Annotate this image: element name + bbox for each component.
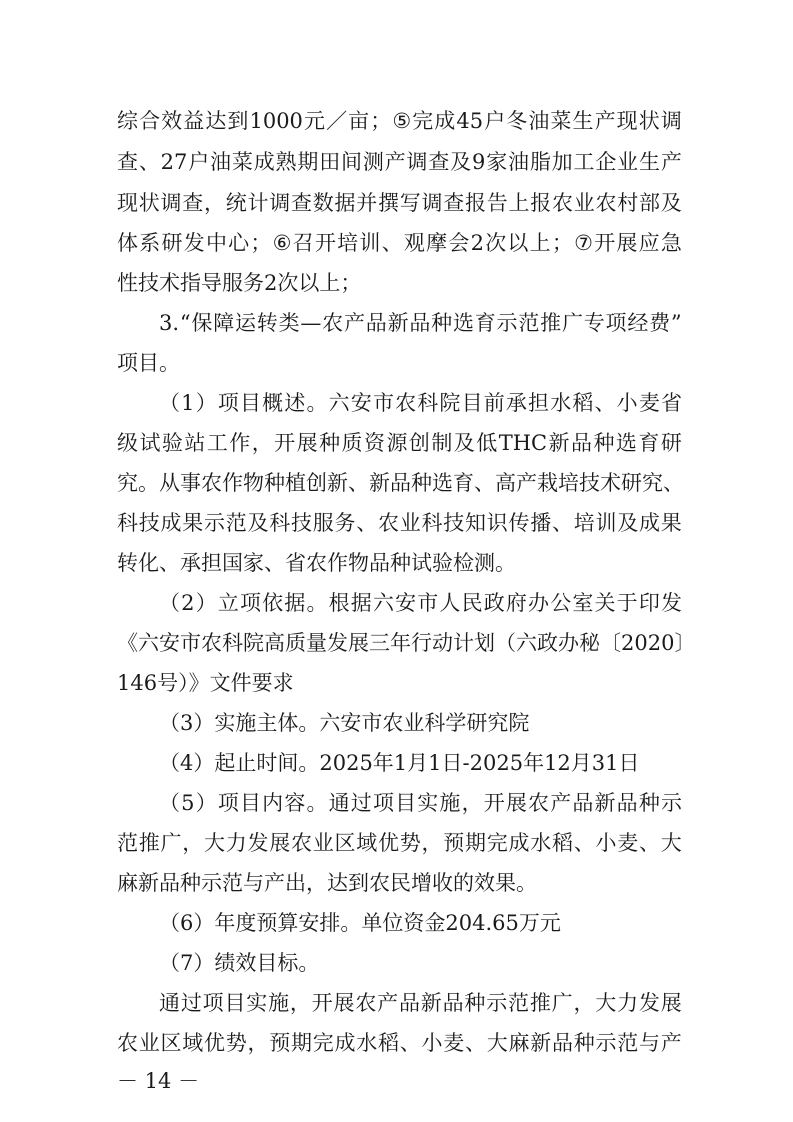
body-text-line: 查 、 27 户 油 菜 成 熟 期 田 间 测 产 调 查 及 9 家 油 脂 加 工 企 业 生 产 [117,150,682,174]
body-text-line: 级 试 验 站 工 作 ， 开 展 种 质 资 源 创 制 及 低 THC 新 品 种 选 育 研 [117,431,682,455]
body-text-line: 《 六 安 市 农 科 院 高 质 量 发 展 三 年 行 动 计 划 （ 六 政 办 秘 〔 2020 〕 [117,631,696,655]
body-text-line: 科 技 成 果 示 范 及 科 技 服 务 、 农 业 科 技 知 识 传 播 、 培 训 及 成 果 [117,511,682,535]
body-text-line: （7）绩效目标。 [159,951,320,975]
body-text-line: 转化、承担国家、省农作物品种试验检测。 [117,551,516,575]
body-text-line: 通 过 项 目 实 施 ， 开 展 农 产 品 新 品 种 示 范 推 广 ， 大 力 发 展 [159,991,682,1015]
body-text-line: 体 系 研 发 中 心 ； ⑥ 召 开 培 训 、 观 摩 会 2 次 以 上 ； ⑦ 开 展 应 急 [117,231,682,255]
body-text-line: 性技术指导服务2次以上； [117,271,362,295]
body-text-line: 农 业 区 域 优 势 ， 预 期 完 成 水 稻 、 小 麦 、 大 麻 新 品 种 示 范 与 产 [117,1031,682,1055]
body-text-line: （ 1 ） 项 目 概 述 。 六 安 市 农 科 院 目 前 承 担 水 稻 、 小 麦 省 [159,391,682,415]
body-text-line: 究 。 从 事 农 作 物 种 植 创 新 、 新 品 种 选 育 、 高 产 栽 培 技 术 研 究 、 [117,471,684,495]
body-text-line: 麻新品种示范与产出，达到农民增收的效果。 [117,871,537,895]
body-text-line: （ 2 ） 立 项 依 据 。 根 据 六 安 市 人 民 政 府 办 公 室 关 于 印 发 [159,591,682,615]
body-text-line: 范 推 广 ， 大 力 发 展 农 业 区 域 优 势 ， 预 期 完 成 水 稻 、 小 麦 、 大 [117,831,682,855]
body-text-line: （ 5 ） 项 目 内 容 。 通 过 项 目 实 施 ， 开 展 农 产 品 新 品 种 示 [159,791,682,815]
body-text-line: 现 状 调 查 ， 统 计 调 查 数 据 并 撰 写 调 查 报 告 上 报 农 业 农 村 部 及 [117,191,682,215]
body-text-line: （3）实施主体。六安市农业科学研究院 [159,711,530,735]
section-heading: 3. “ 保 障 运 转 类 — 农 产 品 新 品 种 选 育 示 范 推 广 专 项 经 费 ” [159,311,682,335]
body-text-line: （4）起止时间。2025年1月1日-2025年12月31日 [159,751,640,775]
body-text-line: 146号）》文件要求 [117,671,294,695]
section-heading-continuation: 项目。 [117,351,180,375]
body-text-line: 综 合 效 益 达 到 1000 元 ／ 亩 ； ⑤ 完 成 45 户 冬 油 菜 生 产 现 状 调 [117,109,682,133]
body-text-line: （6）年度预算安排。单位资金204.65万元 [159,911,561,935]
page-number: － 14 － [117,1069,200,1093]
